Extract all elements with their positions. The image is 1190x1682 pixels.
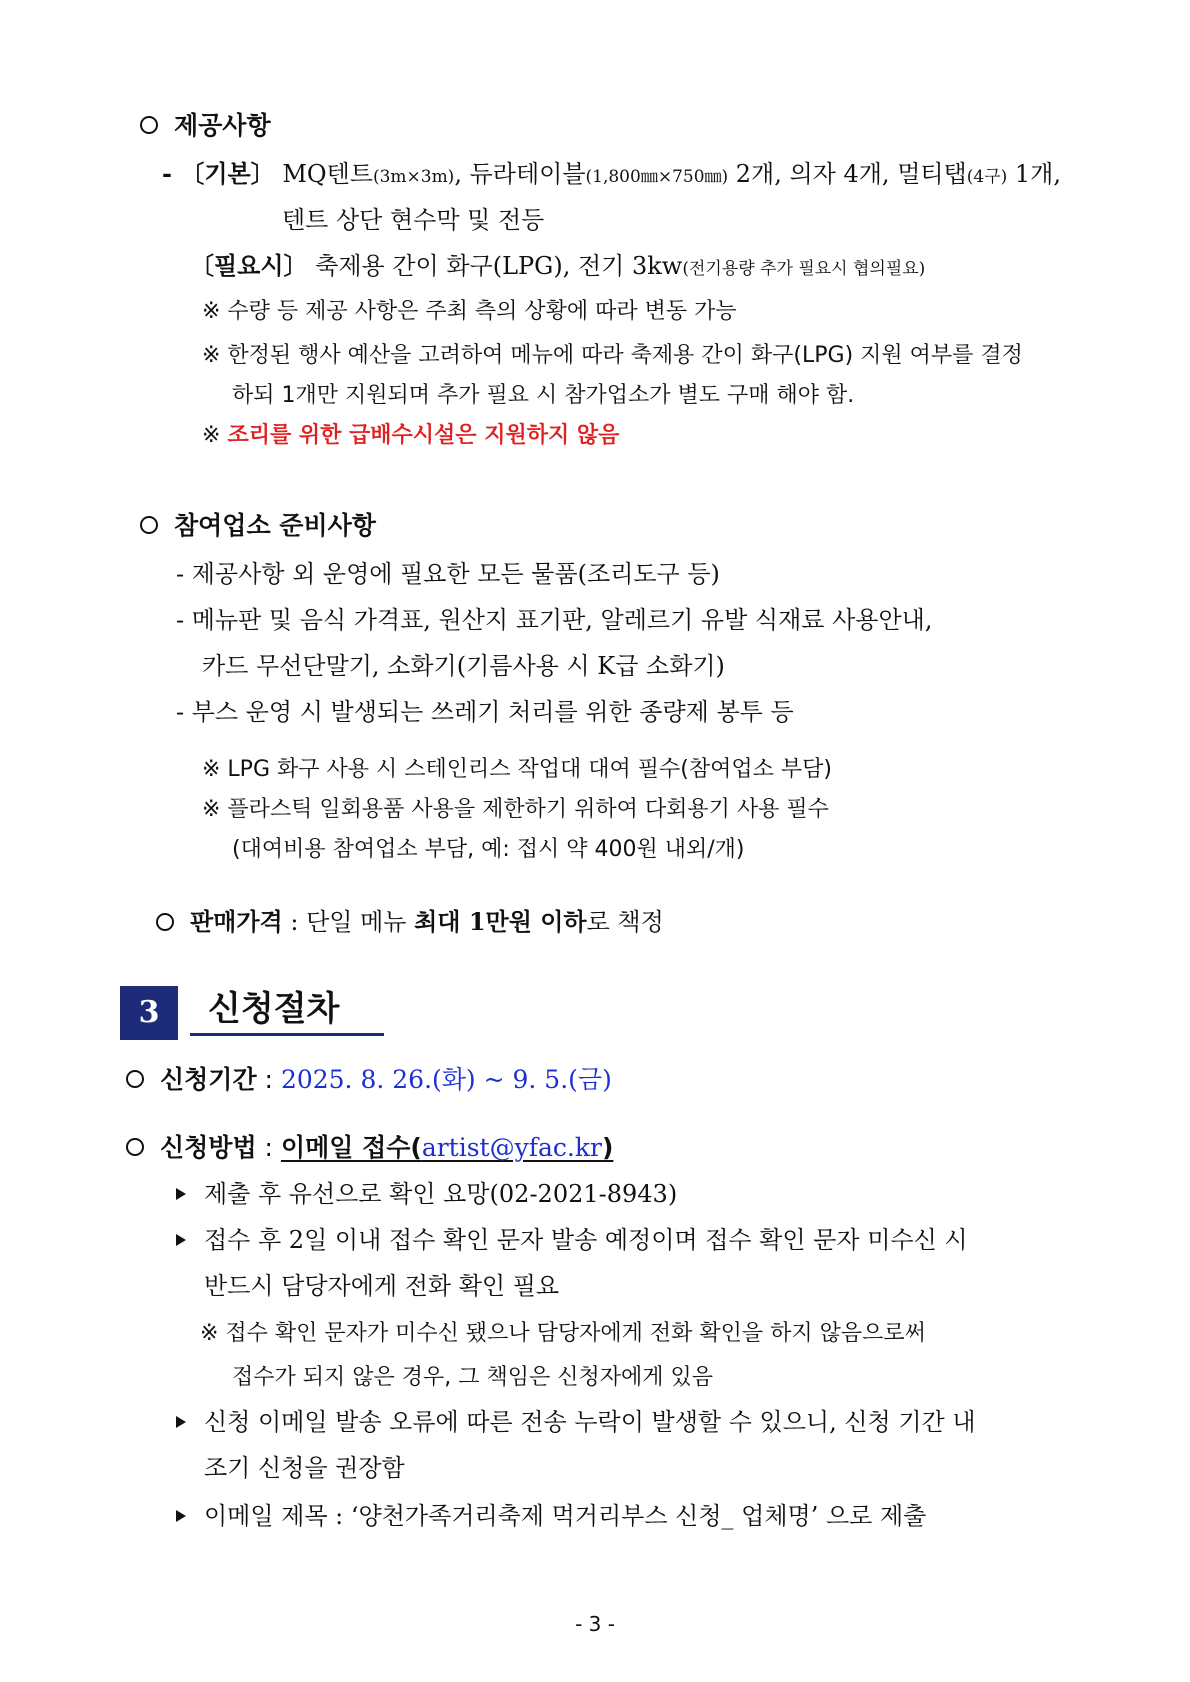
circle-bullet-icon — [126, 1138, 144, 1156]
method-email-label: 이메일 접수(artist@yfac.kr) — [280, 1133, 614, 1162]
method-item-1: 제출 후 유선으로 확인 요망(02-2021-8943) — [176, 1178, 677, 1210]
circle-bullet-icon — [140, 516, 158, 534]
prep-note-1: ※ LPG 화구 사용 시 스테인리스 작업대 대여 필수(참여업소 부담) — [202, 757, 832, 782]
provided-basic-line: - 〔기본〕 MQ텐트(3m×3m), 듀라테이블(1,800㎜×750㎜) 2개, 의자 4개, 멀티탭(4구) 1개, — [162, 159, 1061, 188]
method-item-3-line2: 조기 신청을 권장함 — [204, 1454, 405, 1482]
provided-note-1: ※ 수량 등 제공 사항은 주최 측의 상황에 따라 변동 가능 — [202, 299, 737, 324]
section-title: 신청절차 — [190, 982, 384, 1036]
prep-item-1: - 제공사항 외 운영에 필요한 모든 물품(조리도구 등) — [176, 560, 720, 588]
triangle-bullet-icon — [176, 1234, 186, 1246]
prep-item-3: - 부스 운영 시 발생되는 쓰레기 처리를 위한 종량제 봉투 등 — [176, 698, 794, 726]
page-number: - 3 - — [575, 1612, 615, 1636]
price-line: 판매가격 : 단일 메뉴 최대 1만원 이하로 책정 — [156, 906, 664, 938]
provided-note-2-line1: ※ 한정된 행사 예산을 고려하여 메뉴에 따라 축제용 간이 화구(LPG) 지원 여부를 결정 — [202, 343, 1023, 368]
method-item-2-line2: 반드시 담당자에게 전화 확인 필요 — [204, 1272, 560, 1300]
email-link[interactable]: artist@yfac.kr — [421, 1133, 602, 1162]
period-line: 신청기간 : 2025. 8. 26.(화) ~ 9. 5.(금) — [126, 1064, 612, 1096]
triangle-bullet-icon — [176, 1416, 186, 1428]
prep-heading: 참여업소 준비사항 — [140, 510, 376, 542]
method-line: 신청방법 : 이메일 접수(artist@yfac.kr) — [126, 1132, 613, 1164]
triangle-bullet-icon — [176, 1510, 186, 1522]
method-item-4: 이메일 제목 : ‘양천가족거리축제 먹거리부스 신청_ 업체명’ 으로 제출 — [176, 1500, 926, 1532]
provided-note-2-line2: 하되 1개만 지원되며 추가 필요 시 참가업소가 별도 구매 해야 함. — [232, 383, 855, 408]
section-number-badge: 3 — [120, 986, 178, 1040]
method-item-3-line1: 신청 이메일 발송 오류에 따른 전송 누락이 발생할 수 있으니, 신청 기간 내 — [176, 1406, 976, 1438]
circle-bullet-icon — [156, 913, 174, 931]
provided-optional-line: 〔필요시〕 축제용 간이 화구(LPG), 전기 3kw(전기용량 추가 필요시 협의필요) — [190, 251, 926, 280]
prep-item-2-line1: - 메뉴판 및 음식 가격표, 원산지 표기판, 알레르기 유발 식재료 사용안내, — [176, 606, 933, 634]
circle-bullet-icon — [140, 116, 158, 134]
provided-basic-line2: 텐트 상단 현수막 및 전등 — [282, 206, 545, 234]
prep-item-2-line2: 카드 무선단말기, 소화기(기름사용 시 K급 소화기) — [202, 652, 725, 680]
circle-bullet-icon — [126, 1070, 144, 1088]
provided-heading: 제공사항 — [140, 110, 271, 142]
method-note-line2: 접수가 되지 않은 경우, 그 책임은 신청자에게 있음 — [232, 1365, 713, 1390]
method-note-line1: ※ 접수 확인 문자가 미수신 됐으나 담당자에게 전화 확인을 하지 않음으로써 — [200, 1321, 926, 1346]
method-item-2-line1: 접수 후 2일 이내 접수 확인 문자 발송 예정이며 접수 확인 문자 미수신 시 — [176, 1224, 968, 1256]
prep-note-2-line2: (대여비용 참여업소 부담, 예: 접시 약 400원 내외/개) — [232, 837, 745, 862]
triangle-bullet-icon — [176, 1188, 186, 1200]
prep-note-2-line1: ※ 플라스틱 일회용품 사용을 제한하기 위하여 다회용기 사용 필수 — [202, 797, 829, 822]
provided-note-3: ※ 조리를 위한 급배수시설은 지원하지 않음 — [202, 423, 620, 448]
